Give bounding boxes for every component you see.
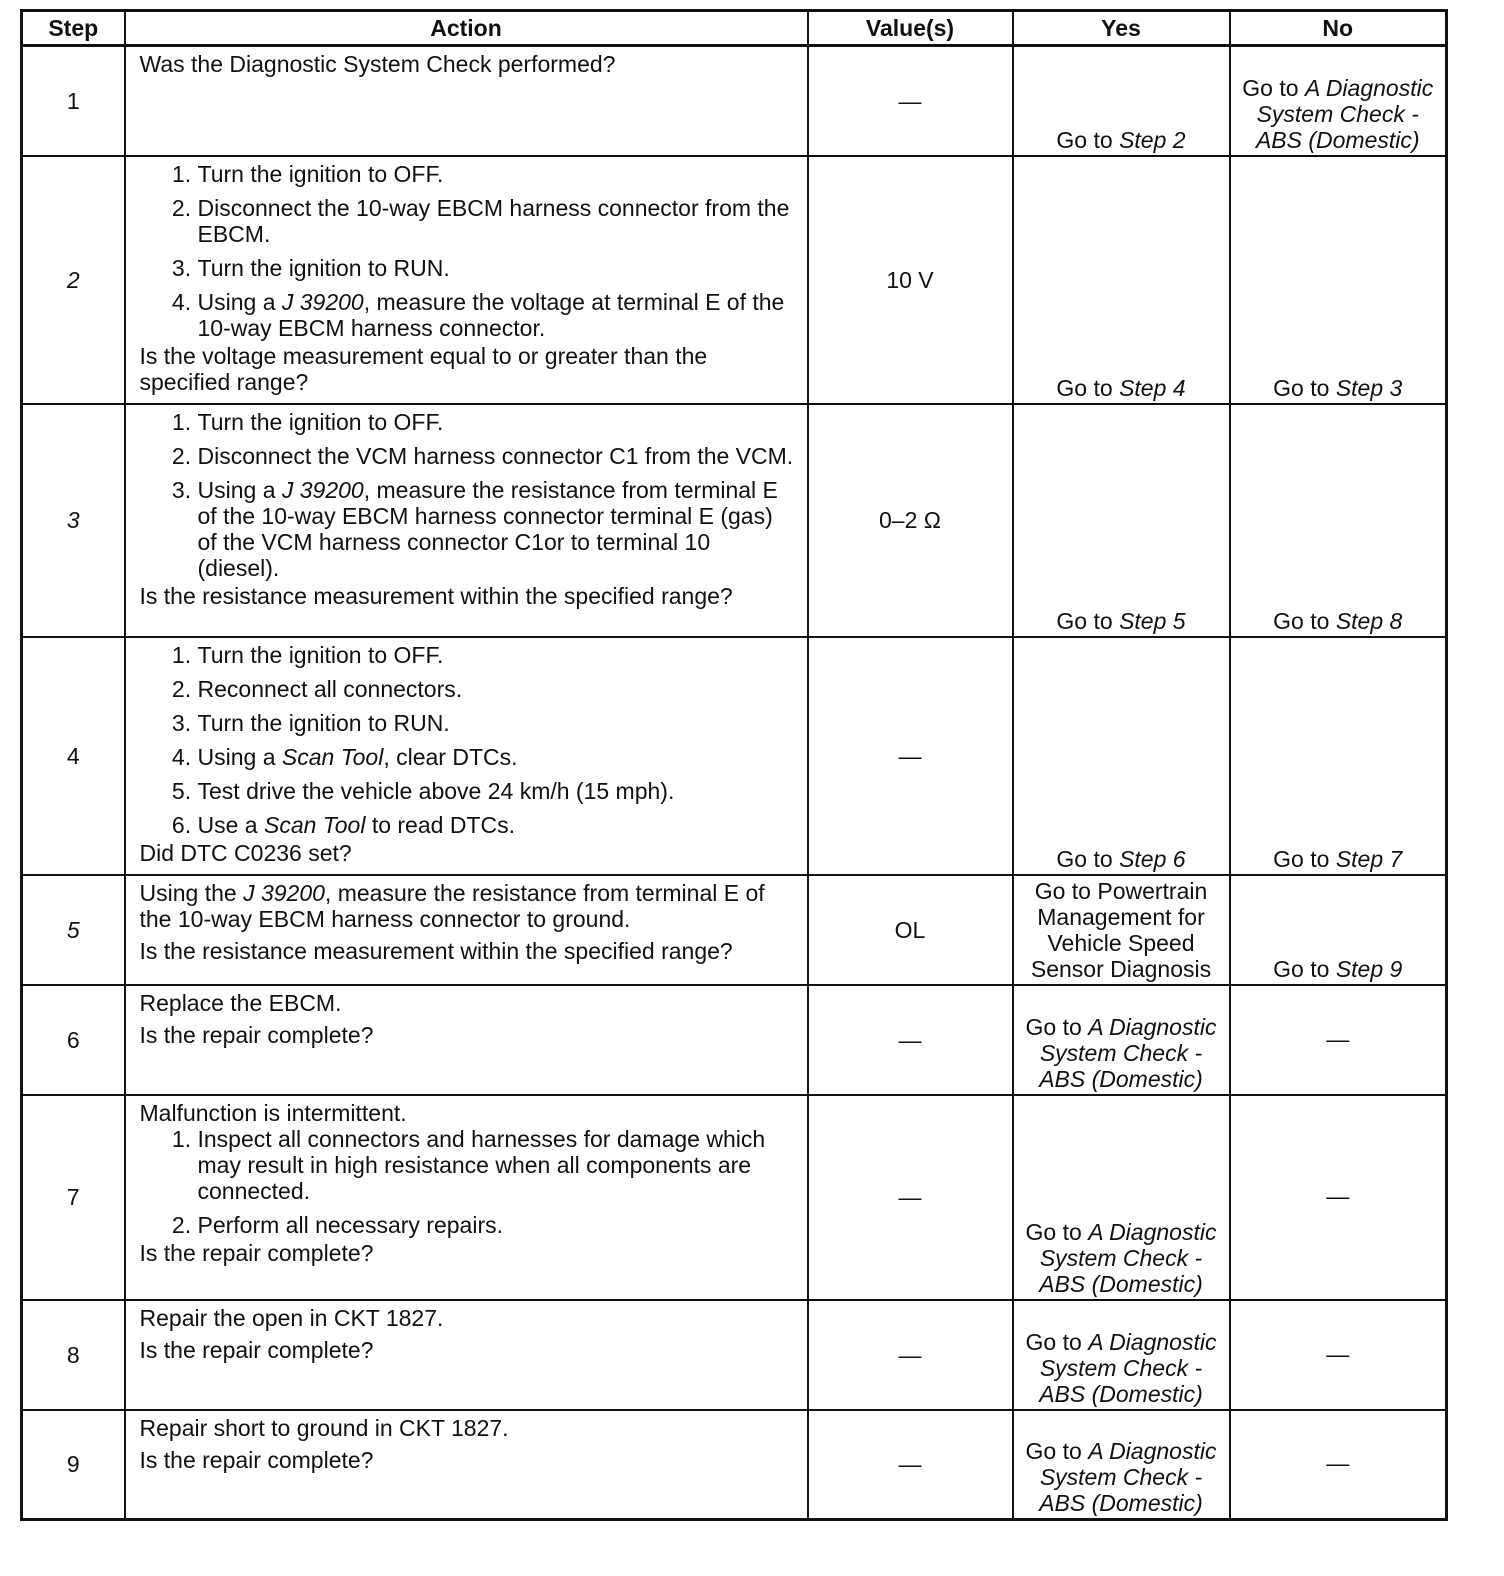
action-cell xyxy=(125,985,808,1095)
value-cell: — xyxy=(808,46,1013,156)
action-step: 2. Reconnect all connectors. xyxy=(198,676,797,702)
action-step: 3. Using a J 39200, measure the resistance from terminal E of the 10-way EBCM harness connector terminal E (gas) of the VCM harness connector C1or to terminal 10 (diesel). xyxy=(198,477,797,581)
no-cell: — xyxy=(1230,1300,1447,1410)
yes-cell: Go to A Diagnostic System Check - ABS (Domestic) xyxy=(1013,1300,1230,1410)
step-number: 7 xyxy=(22,1095,125,1300)
action-text: Repair short to ground in CKT 1827. xyxy=(139,1414,509,1441)
no-cell: Go to Step 9 xyxy=(1230,875,1447,985)
action-cell xyxy=(125,1300,808,1410)
header-yes: Yes xyxy=(1013,11,1230,46)
action-step: 1. Turn the ignition to OFF. xyxy=(198,642,797,668)
step-number: 9 xyxy=(22,1410,125,1520)
value-cell: 10 V xyxy=(808,156,1013,404)
no-cell: Go to Step 8 xyxy=(1230,404,1447,637)
action-text: Replace the EBCM. xyxy=(139,989,342,1016)
header-no: No xyxy=(1230,11,1447,46)
header-step: Step xyxy=(22,11,125,46)
table-row xyxy=(22,404,1447,637)
table-row xyxy=(22,1300,1447,1410)
no-cell: — xyxy=(1230,1410,1447,1520)
action-steps xyxy=(140,409,797,581)
step-number: 3 xyxy=(22,404,125,637)
action-step: 4. Using a J 39200, measure the voltage at terminal E of the 10-way EBCM harness connector. xyxy=(198,289,797,341)
action-step: 1. Turn the ignition to OFF. xyxy=(198,161,797,187)
action-step: 3. Turn the ignition to RUN. xyxy=(198,710,797,736)
table-row xyxy=(22,985,1447,1095)
action-question: Is the repair complete? xyxy=(139,1446,374,1473)
header-action: Action xyxy=(125,11,808,46)
value-cell: — xyxy=(808,1095,1013,1300)
no-cell: Go to Step 3 xyxy=(1230,156,1447,404)
value-cell: — xyxy=(808,1300,1013,1410)
value-cell: — xyxy=(808,985,1013,1095)
step-number: 8 xyxy=(22,1300,125,1410)
value-cell: OL xyxy=(808,875,1013,985)
action-cell xyxy=(125,46,808,156)
yes-cell: Go to Step 2 xyxy=(1013,46,1230,156)
diagnostic-table xyxy=(20,9,1448,1521)
action-step: 5. Test drive the vehicle above 24 km/h (15 mph). xyxy=(198,778,797,804)
action-question: Was the Diagnostic System Check performed? xyxy=(139,51,616,77)
step-number: 4 xyxy=(22,637,125,875)
yes-cell: Go to A Diagnostic System Check - ABS (Domestic) xyxy=(1013,1095,1230,1300)
yes-cell: Go to A Diagnostic System Check - ABS (Domestic) xyxy=(1013,985,1230,1095)
action-question: Is the voltage measurement equal to or greater than the specified range? xyxy=(139,342,708,395)
action-step: 2. Perform all necessary repairs. xyxy=(198,1212,797,1238)
action-step: 2. Disconnect the VCM harness connector C1 from the VCM. xyxy=(198,443,797,469)
action-step: 4. Using a Scan Tool, clear DTCs. xyxy=(198,744,797,770)
action-cell xyxy=(125,875,808,985)
table-row xyxy=(22,637,1447,875)
action-cell xyxy=(125,1095,808,1300)
action-question: Is the repair complete? xyxy=(139,1239,374,1266)
header-row xyxy=(22,11,1447,46)
action-question: Is the resistance measurement within the specified range? xyxy=(139,582,733,609)
action-question: Is the repair complete? xyxy=(139,1021,374,1048)
no-cell: — xyxy=(1230,985,1447,1095)
value-cell: 0–2 Ω xyxy=(808,404,1013,637)
yes-cell: Go to Powertrain Management for Vehicle Speed Sensor Diagnosis xyxy=(1013,875,1230,985)
table-row xyxy=(22,46,1447,156)
header-values: Value(s) xyxy=(808,11,1013,46)
no-cell: Go to Step 7 xyxy=(1230,637,1447,875)
yes-cell: Go to Step 6 xyxy=(1013,637,1230,875)
yes-cell: Go to Step 5 xyxy=(1013,404,1230,637)
action-step: 6. Use a Scan Tool to read DTCs. xyxy=(198,812,797,838)
yes-cell: Go to A Diagnostic System Check - ABS (Domestic) xyxy=(1013,1410,1230,1520)
step-number: 5 xyxy=(22,875,125,985)
action-text: Using the J 39200, measure the resistance from terminal E of the 10-way EBCM harness connector to ground. xyxy=(139,879,765,932)
action-question: Did DTC C0236 set? xyxy=(139,839,352,866)
action-steps xyxy=(140,642,797,838)
value-cell: — xyxy=(808,1410,1013,1520)
action-step: 3. Turn the ignition to RUN. xyxy=(198,255,797,281)
action-step: 1. Turn the ignition to OFF. xyxy=(198,409,797,435)
no-cell: Go to A Diagnostic System Check - ABS (Domestic) xyxy=(1230,46,1447,156)
action-cell xyxy=(125,1410,808,1520)
value-cell: — xyxy=(808,637,1013,875)
action-step: 1. Inspect all connectors and harnesses for damage which may result in high resistance when all components are connected. xyxy=(198,1126,797,1204)
step-number: 6 xyxy=(22,985,125,1095)
table-row xyxy=(22,875,1447,985)
no-cell: — xyxy=(1230,1095,1447,1300)
action-text: Repair the open in CKT 1827. xyxy=(139,1304,444,1331)
action-question: Is the repair complete? xyxy=(139,1336,374,1363)
step-number: 2 xyxy=(22,156,125,404)
action-step: 2. Disconnect the 10-way EBCM harness connector from the EBCM. xyxy=(198,195,797,247)
action-text: Malfunction is intermittent. xyxy=(139,1099,407,1126)
action-steps xyxy=(140,161,797,341)
action-steps xyxy=(140,1126,797,1238)
action-cell xyxy=(125,156,808,404)
table-row xyxy=(22,1410,1447,1520)
action-cell xyxy=(125,404,808,637)
step-number: 1 xyxy=(22,46,125,156)
action-question: Is the resistance measurement within the specified range? xyxy=(139,937,733,964)
yes-cell: Go to Step 4 xyxy=(1013,156,1230,404)
table-row xyxy=(22,156,1447,404)
action-cell xyxy=(125,637,808,875)
table-row xyxy=(22,1095,1447,1300)
